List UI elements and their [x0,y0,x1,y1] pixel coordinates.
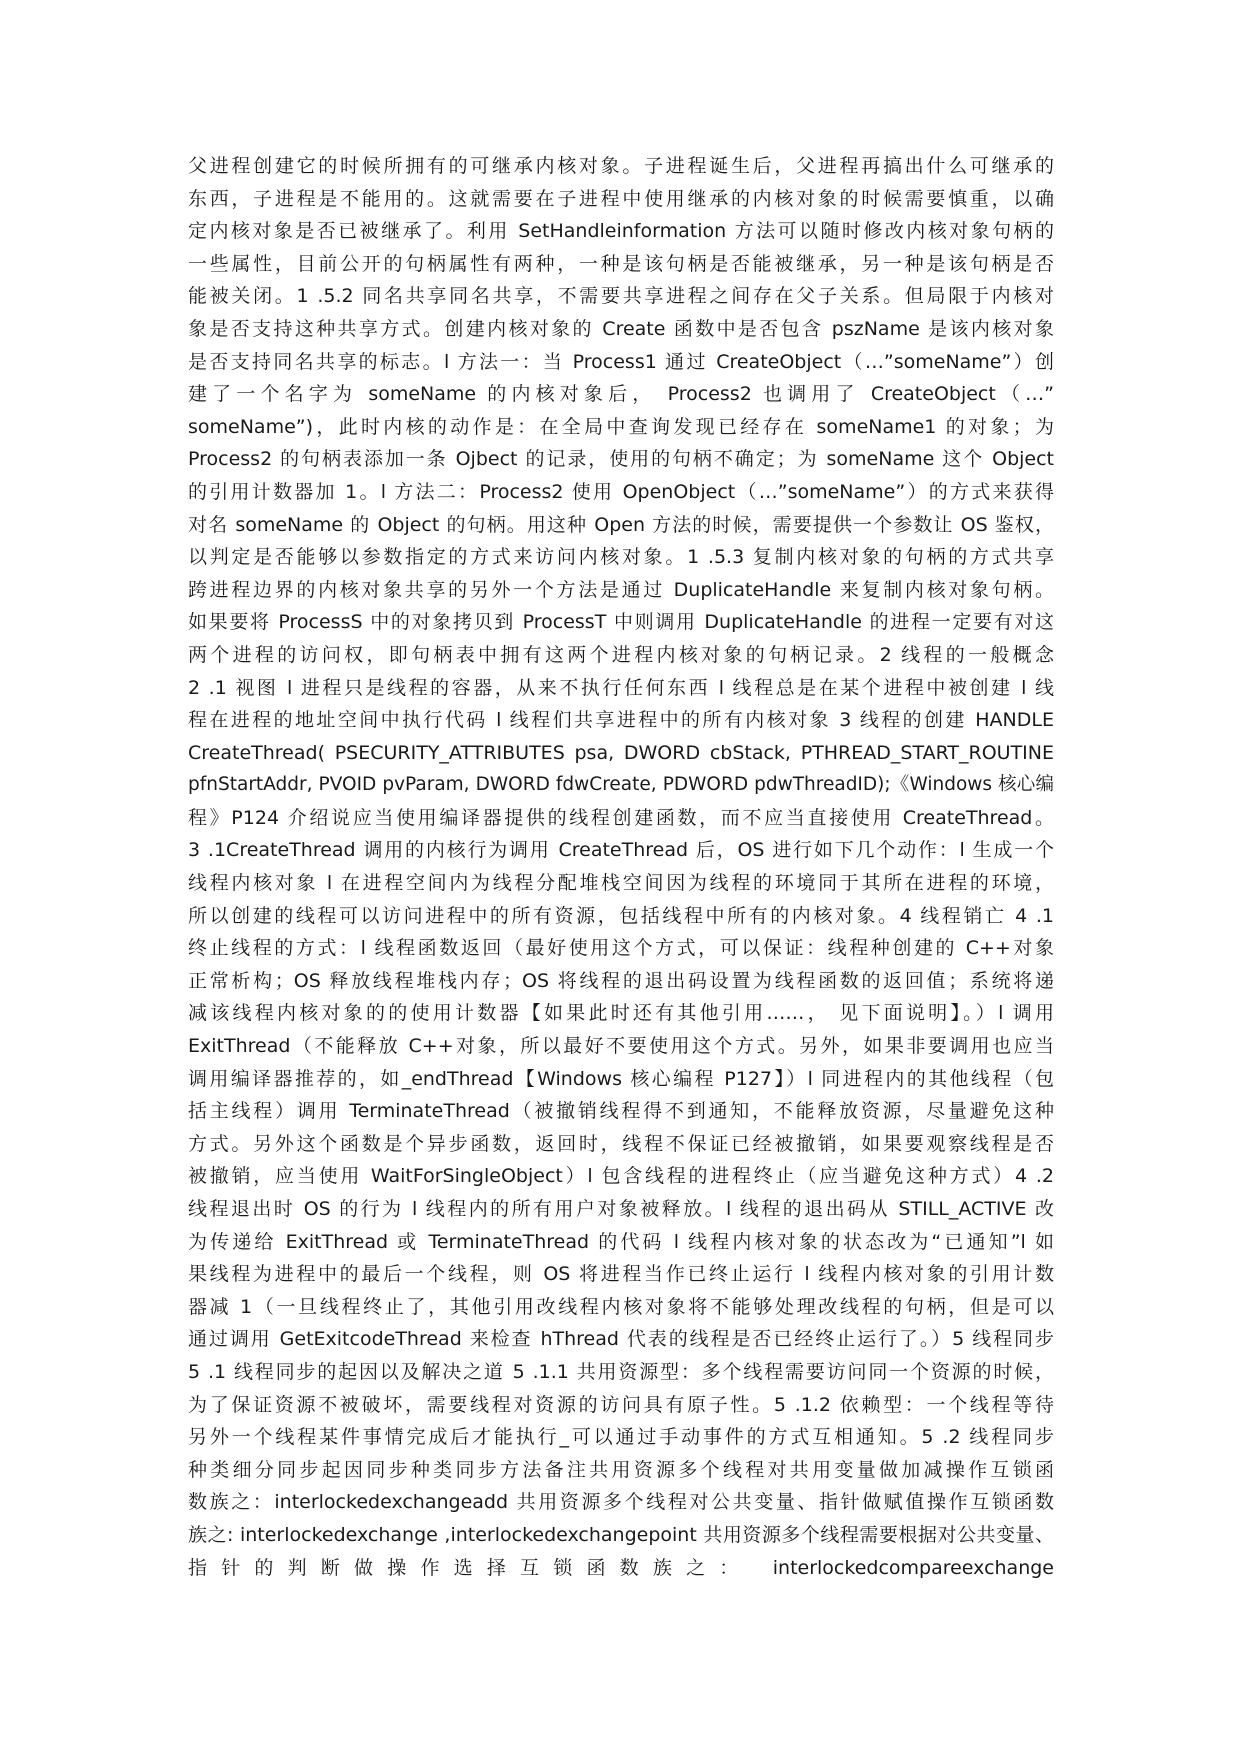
text-line: 跨进程边界的内核对象共享的另外一个方法是通过 DuplicateHandle 来复制内核对象句柄。 [188,578,1054,601]
text-line: ExitThread（不能释放 C++对象，所以最好不要使用这个方式。另外，如果非要调用也应当 [188,1035,1054,1058]
text-line: 东西，子进程是不能用的。这就需要在子进程中使用继承的内核对象的时候需要慎重，以确 [188,187,1054,210]
text-line: someName”)，此时内核的动作是：在全局中查询发现已经存在 someName1 的对象；为 [188,415,1054,438]
text-line: 族之: interlockedexchange ,interlockedexchangepoint 共用资源多个线程需要根据对公共变量、 [188,1523,1054,1546]
text-line: 括主线程）调用 TerminateThread（被撤销线程得不到通知，不能释放资源，尽量避免这种 [188,1100,1054,1123]
text-line: 另外一个线程某件事情完成后才能执行_可以通过手动事件的方式互相通知。5 .2 线程同步 [188,1426,1054,1449]
text-line: 为了保证资源不被破坏，需要线程对资源的访问具有原子性。5 .1.2 依赖型：一个线程等待 [188,1393,1054,1416]
text-line: 调用编译器推荐的，如_endThread【Windows 核心编程 P127】）l 同进程内的其他线程（包 [188,1067,1054,1090]
text-line: 一些属性，目前公开的句柄属性有两种，一种是该句柄是否能被继承，另一种是该句柄是否 [188,252,1054,275]
body-text [188,150,1054,1584]
text-line: 减该线程内核对象的的使用计数器【如果此时还有其他引用……， 见下面说明】。）l 调用 [188,1002,1054,1025]
text-line: 方式。另外这个函数是个异步函数，返回时，线程不保证已经被撤销，如果要观察线程是否 [188,1132,1054,1155]
text-line: 线程内核对象 l 在进程空间内为线程分配堆栈空间因为线程的环境同于其所在进程的环境， [188,872,1054,895]
text-line: 两个进程的访问权，即句柄表中拥有这两个进程内核对象的句柄记录。2 线程的一般概念 [188,643,1054,666]
text-line: 能被关闭。1 .5.2 同名共享同名共享，不需要共享进程之间存在父子关系。但局限于内核对 [188,285,1054,308]
text-line: 建了一个名字为 someName 的内核对象后， Process2 也调用了 CreateObject（…” [188,383,1054,406]
text-line: 3 .1CreateThread 调用的内核行为调用 CreateThread 后，OS 进行如下几个动作：l 生成一个 [188,839,1054,862]
text-line: 果线程为进程中的最后一个线程，则 OS 将进程当作已终止运行 l 线程内核对象的引用计数 [188,1263,1054,1286]
text-line: 2 .1 视图 l 进程只是线程的容器，从来不执行任何东西 l 线程总是在某个进程中被创建 l 线 [188,676,1054,699]
text-line: Process2 的句柄表添加一条 Ojbect 的记录，使用的句柄不确定；为 someName 这个 Object [188,448,1054,471]
text-line: 是否支持同名共享的标志。l 方法一：当 Process1 通过 CreateObject（…”someName”）创 [188,350,1054,373]
text-line: 所以创建的线程可以访问进程中的所有资源，包括线程中所有的内核对象。4 线程销亡 4 .1 [188,904,1054,927]
text-line: 器减 1（一旦线程终止了，其他引用改线程内核对象将不能够处理改线程的句柄，但是可以 [188,1295,1054,1318]
text-line: 种类细分同步起因同步种类同步方法备注共用资源多个线程对共用变量做加减操作互锁函 [188,1458,1054,1481]
text-line: 5 .1 线程同步的起因以及解决之道 5 .1.1 共用资源型：多个线程需要访问同一个资源的时候， [188,1360,1054,1383]
text-line: 父进程创建它的时候所拥有的可继承内核对象。子进程诞生后，父进程再搞出什么可继承的 [188,155,1054,177]
text-line: 指针的判断做操作选择互锁函数族之： interlockedcompareexchange [188,1556,1054,1579]
text-line: 定内核对象是否已被继承了。利用 SetHandleinformation 方法可以随时修改内核对象句柄的 [188,220,1054,243]
text-line: 正常析构；OS 释放线程堆栈内存；OS 将线程的退出码设置为线程函数的返回值；系统将递 [188,969,1054,992]
text-line: 如果要将 ProcessS 中的对象拷贝到 ProcessT 中则调用 DuplicateHandle 的进程一定要有对这 [188,611,1054,634]
text-line: 数族之：interlockedexchangeadd 共用资源多个线程对公共变量、指针做赋值操作互锁函数 [188,1491,1054,1514]
text-line: 线程退出时 OS 的行为 l 线程内的所有用户对象被释放。l 线程的退出码从 STILL_ACTIVE 改 [188,1198,1054,1220]
text-line: 通过调用 GetExitcodeThread 来检查 hThread 代表的线程是否已经终止运行了。）5 线程同步 [188,1328,1054,1351]
text-line: 对名 someName 的 Object 的句柄。用这种 Open 方法的时候，需要提供一个参数让 OS 鉴权， [188,513,1054,536]
text-line: 程》P124 介绍说应当使用编译器提供的线程创建函数，而不应当直接使用 CreateThread。 [188,806,1054,829]
text-line: CreateThread( PSECURITY_ATTRIBUTES psa, DWORD cbStack, PTHREAD_START_ROUTINE [188,741,1054,764]
text-line: 被撤销，应当使用 WaitForSingleObject）l 包含线程的进程终止（应当避免这种方式）4 .2 [188,1165,1054,1188]
text-line: pfnStartAddr, PVOID pvParam, DWORD fdwCreate, PDWORD pdwThreadID);《Windows 核心编 [188,774,1054,796]
text-line: 的引用计数器加 1。l 方法二：Process2 使用 OpenObject（…”someName”）的方式来获得 [188,480,1054,503]
text-line: 以判定是否能够以参数指定的方式来访问内核对象。1 .5.3 复制内核对象的句柄的方式共享 [188,546,1054,569]
text-line: 终止线程的方式：l 线程函数返回（最好使用这个方式，可以保证：线程种创建的 C++对象 [188,937,1054,960]
text-line: 程在进程的地址空间中执行代码 l 线程们共享进程中的所有内核对象 3 线程的创建 HANDLE [188,709,1054,732]
text-line: 为传递给 ExitThread 或 TerminateThread 的代码 l 线程内核对象的状态改为“已通知”l 如 [188,1230,1054,1253]
text-line: 象是否支持这种共享方式。创建内核对象的 Create 函数中是否包含 pszName 是该内核对象 [188,317,1054,340]
